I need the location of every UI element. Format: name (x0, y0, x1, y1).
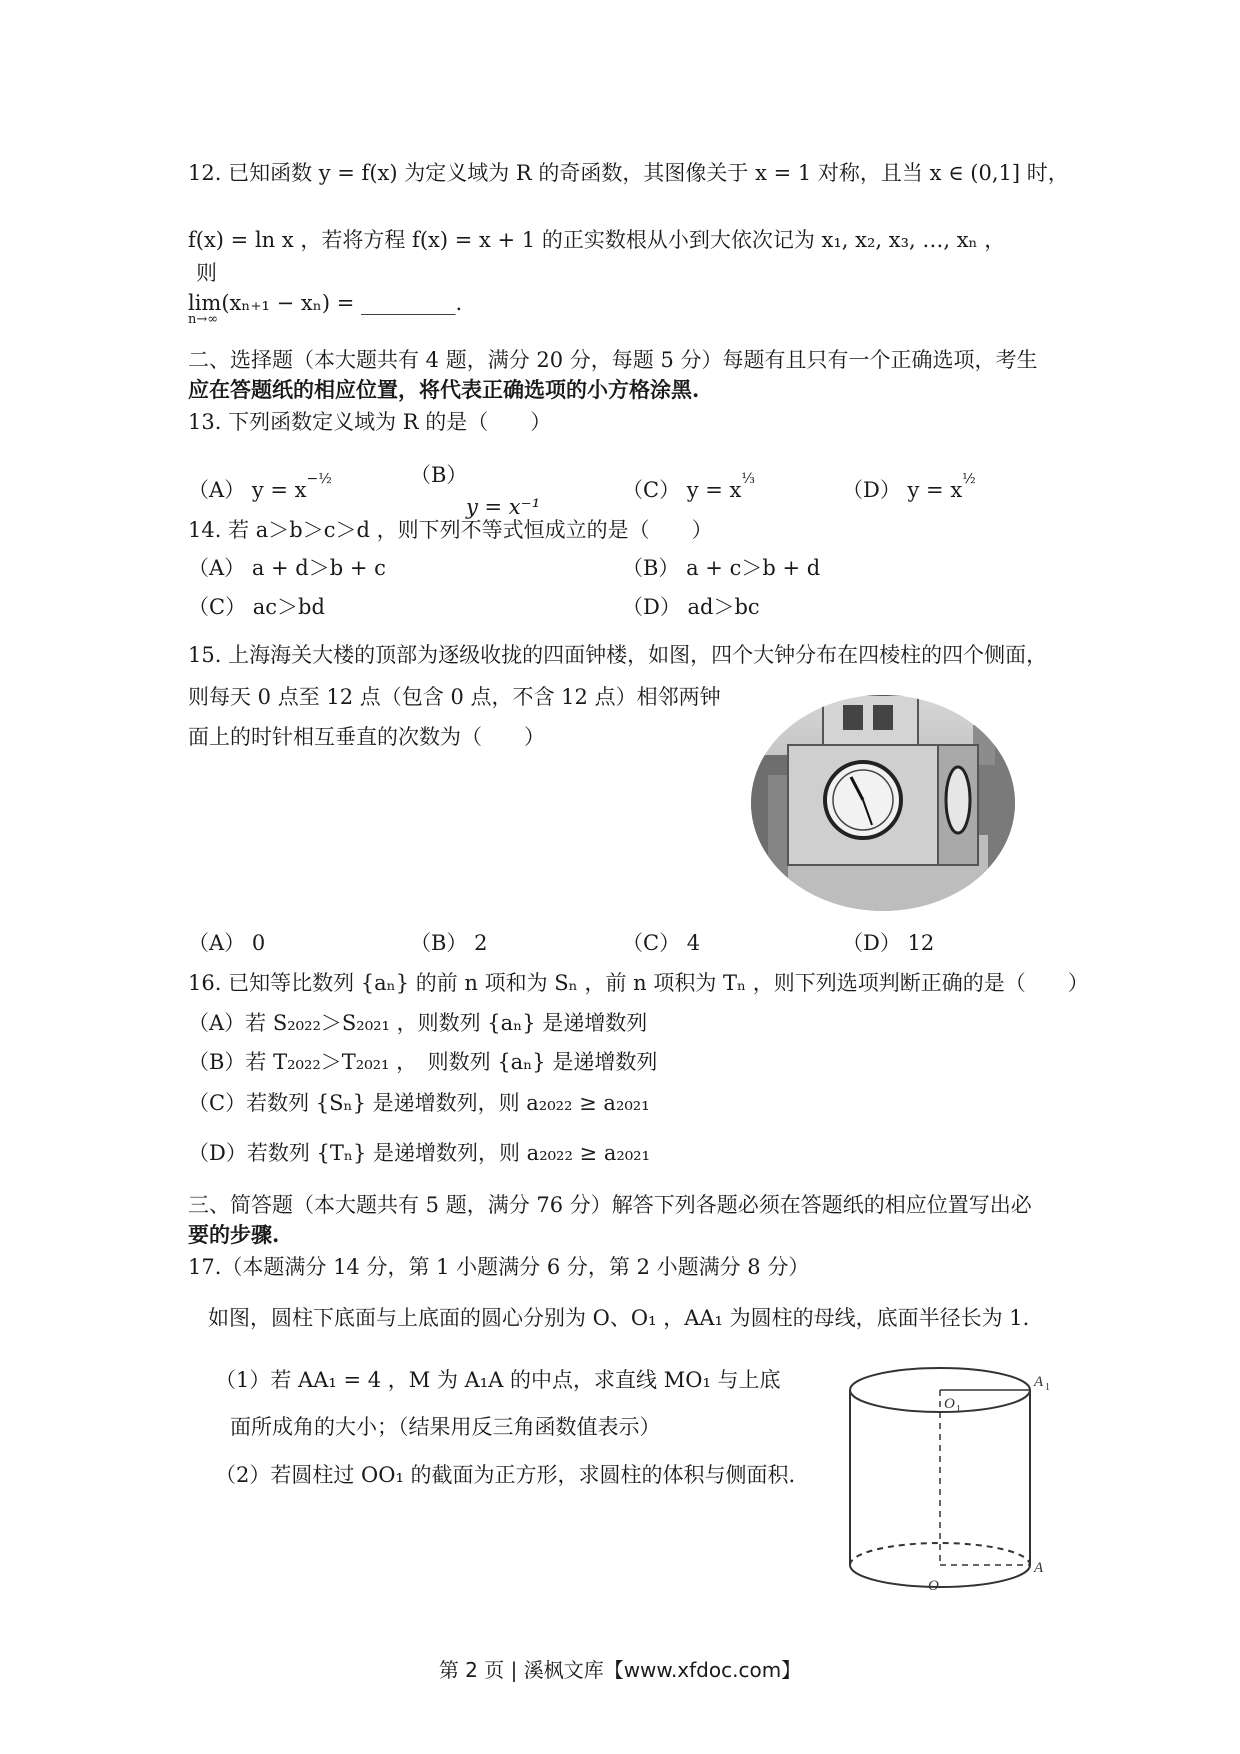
q17-header: 17.（本题满分 14 分，第 1 小题满分 6 分，第 2 小题满分 8 分） (188, 1255, 810, 1279)
q12-line1: 12. 已知函数 y = f(x) 为定义域为 R 的奇函数，其图像关于 x = 1 对称，且当 x ∈ (0,1] 时， (188, 161, 1069, 185)
q13-d-text: （D） y = x (842, 478, 963, 502)
q13-stem: 13. 下列函数定义域为 R 的是（ ） (188, 410, 552, 434)
label-o1-sub: 1 (956, 1404, 961, 1415)
q12-line3: 则 (196, 261, 217, 285)
clock-tower-image (748, 685, 1018, 915)
q17-part1-line1: （1）若 AA₁ = 4 ，M 为 A₁A 的中点，求直线 MO₁ 与上底 (215, 1368, 781, 1392)
q13-a-exp: −½ (306, 471, 332, 487)
q15-option-a: （A） 0 (188, 931, 266, 955)
q16-option-a: （A）若 S₂₀₂₂＞S₂₀₂₁ ，则数列 {aₙ} 是递增数列 (188, 1011, 648, 1035)
q15-line1: 15. 上海海关大楼的顶部为逐级收拢的四面钟楼，如图，四个大钟分布在四棱柱的四个侧面， (188, 643, 1048, 667)
label-a1: A (1034, 1374, 1044, 1390)
q16-option-d: （D）若数列 {Tₙ} 是递增数列，则 a₂₀₂₂ ≥ a₂₀₂₁ (188, 1141, 651, 1165)
section3-line1: 三、简答题（本大题共有 5 题，满分 76 分）解答下列各题必须在答题纸的相应位置写出必 (188, 1193, 1032, 1217)
q15-line3: 面上的时针相互垂直的次数为（ ） (188, 725, 545, 749)
q17-part2: （2）若圆柱过 OO₁ 的截面为正方形，求圆柱的体积与侧面积. (215, 1463, 796, 1487)
q13-option-a (188, 464, 332, 505)
label-o: O (928, 1578, 939, 1594)
q15-line2: 则每天 0 点至 12 点（包含 0 点，不含 12 点）相邻两钟 (188, 685, 721, 709)
q12-line2: f(x) = ln x ，若将方程 f(x) = x + 1 的正实数根从小到大依次记为 x₁, x₂, x₃, …, xₙ ， (188, 228, 1006, 252)
label-a: A (1034, 1560, 1044, 1576)
q13-option-c (622, 464, 755, 505)
q17-part1-line2: 面所成角的大小；（结果用反三角函数值表示） (230, 1415, 661, 1439)
q14-option-c: （C） ac＞bd (188, 595, 325, 619)
q15-option-d: （D） 12 (842, 931, 935, 955)
q16-option-b: （B）若 T₂₀₂₂＞T₂₀₂₁ ， 则数列 {aₙ} 是递增数列 (188, 1050, 658, 1074)
q14-option-a: （A） a + d＞b + c (188, 556, 386, 580)
q14-stem: 14. 若 a＞b＞c＞d ，则下列不等式恒成立的是（ ） (188, 518, 713, 542)
q14-option-b: （B） a + c＞b + d (622, 556, 821, 580)
label-a1-sub: 1 (1045, 1382, 1050, 1393)
q16-option-c: （C）若数列 {Sₙ} 是递增数列，则 a₂₀₂₂ ≥ a₂₀₂₁ (188, 1091, 650, 1115)
q13-option-d (842, 464, 976, 505)
q13-c-exp: ⅓ (741, 471, 755, 487)
q17-intro: 如图，圆柱下底面与上底面的圆心分别为 O、O₁ ，AA₁ 为圆柱的母线，底面半径长为 1. (208, 1306, 1030, 1330)
q13-a-text: （A） y = x (188, 478, 307, 502)
q13-c-text: （C） y = x (622, 478, 742, 502)
q13-d-exp: ½ (962, 471, 976, 487)
cylinder-diagram (840, 1360, 1070, 1600)
q15-option-b: （B） 2 (410, 931, 488, 955)
q16-stem: 16. 已知等比数列 {aₙ} 的前 n 项和为 Sₙ ，前 n 项积为 Tₙ ，则下列选项判断正确的是（ ） (188, 971, 1089, 995)
q13-option-b-formula: y = x⁻¹ (466, 495, 541, 519)
q13-option-b: （B） (410, 463, 468, 487)
q12-limit: lim(xₙ₊₁ − xₙ) = _________. (188, 291, 463, 315)
section2-line1: 二、选择题（本大题共有 4 题，满分 20 分，每题 5 分）每题有且只有一个正确选项，考生 (188, 348, 1038, 372)
q12-limit-sub: n→∞ (188, 312, 219, 327)
section3-line2: 要的步骤. (188, 1222, 280, 1247)
q14-option-d: （D） ad＞bc (622, 595, 760, 619)
page-footer: 第 2 页 | 溪枫文库【www.xfdoc.com】 (438, 1658, 802, 1682)
label-o1: O (944, 1396, 955, 1412)
q15-option-c: （C） 4 (622, 931, 701, 955)
section2-line2: 应在答题纸的相应位置，将代表正确选项的小方格涂黑. (188, 377, 700, 402)
